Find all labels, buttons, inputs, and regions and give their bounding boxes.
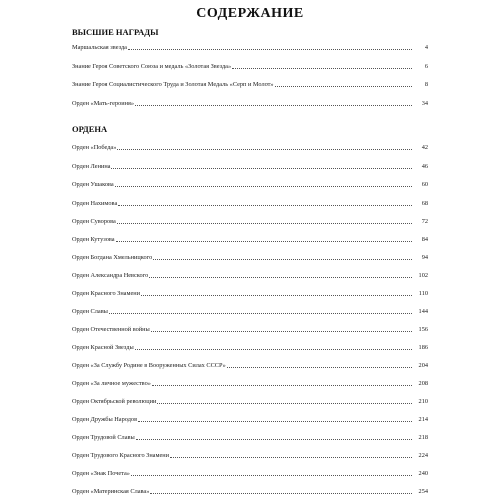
toc-entry	[72, 216, 428, 226]
toc-entry-page: 8	[424, 81, 428, 88]
leader-dots	[131, 474, 412, 476]
leader-dots	[150, 492, 412, 494]
toc-entry-title: Орден Трудового Красного Знамени	[72, 452, 170, 459]
toc-entry-title: Орден Красного Знамени	[72, 290, 140, 297]
toc-entry-page: 144	[418, 308, 428, 315]
leader-dots	[141, 294, 412, 296]
toc-entry-page: 208	[418, 380, 428, 387]
leader-dots	[135, 348, 412, 350]
leader-dots	[111, 167, 412, 169]
toc-entry	[72, 396, 428, 406]
toc-entry-page: 4	[424, 44, 428, 51]
toc-entry-title: Орден Александра Невского	[72, 272, 149, 279]
toc-entry-title: Орден Кутузова	[72, 236, 115, 243]
toc-entry	[72, 342, 428, 352]
leader-dots	[117, 148, 412, 150]
toc-entry-title: Орден Отечественной войны	[72, 326, 150, 333]
toc-entry-page: 254	[418, 488, 428, 495]
toc-entry	[72, 79, 428, 89]
toc-entry-title: Маршальская звезда	[72, 44, 127, 51]
toc-entry	[72, 270, 428, 280]
toc-entry-page: 102	[418, 272, 428, 279]
toc-entry	[72, 42, 428, 52]
toc-entry-title: Орден Суворова	[72, 218, 116, 225]
leader-dots	[275, 85, 412, 87]
toc-entry	[72, 306, 428, 316]
toc-entry	[72, 432, 428, 442]
leader-dots	[227, 366, 412, 368]
toc-entry	[72, 486, 428, 496]
toc-entry-title: Орден Богдана Хмельницкого	[72, 254, 153, 261]
toc-entry-title: Орден «Мать-героиня»	[72, 100, 135, 107]
toc-entry-title: Знание Героя Советского Союза и медаль «Золотая Звезда»	[72, 63, 232, 70]
toc-entry-page: 94	[421, 254, 428, 261]
toc-entry-page: 156	[418, 326, 428, 333]
section-heading: ВЫСШИЕ НАГРАДЫ	[72, 27, 159, 37]
toc-entry-page: 68	[421, 200, 428, 207]
toc-entry-title: Орден Октябрьской революции	[72, 398, 157, 405]
toc-entry-title: Знание Героя Социалистического Труда и Золотая Медаль «Серп и Молот»	[72, 81, 274, 88]
toc-entry-title: Орден «Материнская Слава»	[72, 488, 150, 495]
toc-entry-title: Орден «За Службу Родине в Вооруженных Силах СССР»	[72, 362, 226, 369]
toc-entry	[72, 360, 428, 370]
toc-entry-page: 34	[421, 100, 428, 107]
leader-dots	[128, 48, 412, 50]
toc-entry	[72, 98, 428, 108]
toc-entry-title: Орден Красной Звезды	[72, 344, 134, 351]
toc-entry-page: 240	[418, 470, 428, 477]
leader-dots	[157, 402, 412, 404]
toc-entry-page: 186	[418, 344, 428, 351]
section-heading: ОРДЕНА	[72, 124, 108, 134]
toc-entry-page: 60	[421, 181, 428, 188]
toc-entry-page: 72	[421, 218, 428, 225]
toc-entry-title: Орден Дружбы Народов	[72, 416, 138, 423]
toc-entry	[72, 324, 428, 334]
toc-entry-page: 46	[421, 163, 428, 170]
leader-dots	[115, 185, 412, 187]
toc-entry-title: Орден Ленина	[72, 163, 111, 170]
leader-dots	[138, 420, 412, 422]
leader-dots	[136, 438, 412, 440]
toc-entry-page: 6	[424, 63, 428, 70]
leader-dots	[152, 384, 412, 386]
toc-entry-title: Орден Ушакова	[72, 181, 114, 188]
toc-entry	[72, 414, 428, 424]
toc-entry-page: 224	[418, 452, 428, 459]
toc-entry	[72, 61, 428, 71]
leader-dots	[153, 258, 412, 260]
toc-entry-page: 110	[418, 290, 428, 297]
toc-entry	[72, 161, 428, 171]
toc-entry-page: 204	[418, 362, 428, 369]
leader-dots	[118, 204, 412, 206]
leader-dots	[151, 330, 412, 332]
toc-entry-page: 84	[421, 236, 428, 243]
toc-entry-page: 210	[418, 398, 428, 405]
toc-entry-title: Орден Славы	[72, 308, 108, 315]
leader-dots	[135, 104, 412, 106]
toc-entry-title: Орден «Победа»	[72, 144, 117, 151]
toc-entry	[72, 252, 428, 262]
leader-dots	[117, 222, 412, 224]
page-title: СОДЕРЖАНИЕ	[196, 6, 304, 21]
leader-dots	[232, 67, 412, 69]
toc-entry	[72, 198, 428, 208]
toc-entry-page: 218	[418, 434, 428, 441]
toc-entry-page: 214	[418, 416, 428, 423]
leader-dots	[109, 312, 412, 314]
toc-entry-title: Орден «За личное мужество»	[72, 380, 151, 387]
toc-entry-title: Орден Трудовой Славы	[72, 434, 135, 441]
leader-dots	[170, 456, 412, 458]
leader-dots	[149, 276, 412, 278]
toc-entry	[72, 468, 428, 478]
toc-entry-title: Орден Нахимова	[72, 200, 118, 207]
toc-entry	[72, 450, 428, 460]
toc-entry	[72, 142, 428, 152]
toc-entry	[72, 288, 428, 298]
toc-entry	[72, 378, 428, 388]
toc-entry	[72, 234, 428, 244]
toc-entry-title: Орден «Знак Почета»	[72, 470, 130, 477]
toc-entry	[72, 179, 428, 189]
toc-entry-page: 42	[421, 144, 428, 151]
leader-dots	[116, 240, 412, 242]
